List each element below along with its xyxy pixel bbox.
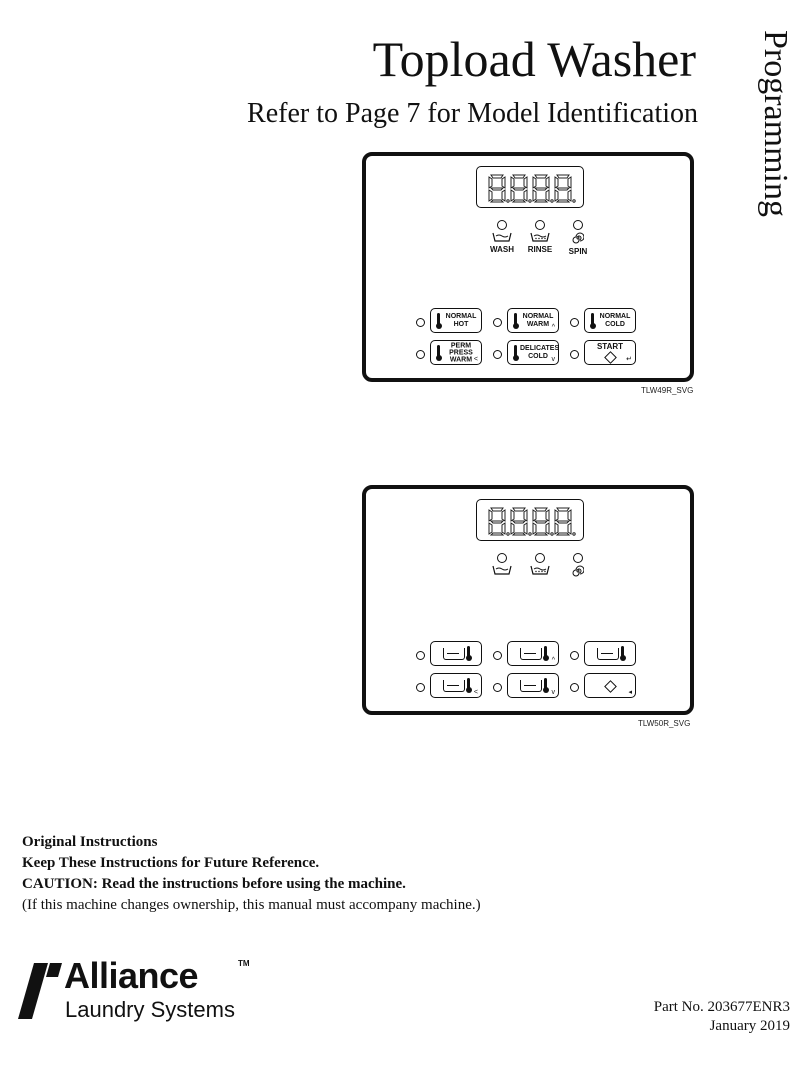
thermometer-icon <box>437 345 440 358</box>
wash-indicator <box>484 220 520 254</box>
document-subtitle: Refer to Page 7 for Model Identification <box>247 98 698 129</box>
tub-icon <box>443 680 465 692</box>
cycle-indicators <box>484 553 594 593</box>
tub-icon <box>520 648 542 660</box>
logo-name: Alliance <box>64 955 199 996</box>
delicates-symbol-led <box>493 683 502 692</box>
perm-press-led <box>416 350 425 359</box>
logo-trademark: TM <box>238 959 250 968</box>
rinse-tub-icon <box>530 232 550 242</box>
spin-indicator <box>560 220 596 256</box>
thermometer-icon <box>591 313 594 326</box>
wash-led <box>497 220 507 230</box>
instructions-block <box>22 832 481 916</box>
publication-date: January 2019 <box>709 1018 790 1034</box>
thermometer-icon <box>544 646 547 658</box>
figure-caption-1: TLW49R_SVG <box>641 386 694 395</box>
wash-tub-icon <box>492 565 512 575</box>
start-symbol-led <box>570 683 579 692</box>
hot-wash-button[interactable] <box>430 641 482 666</box>
thermometer-icon <box>467 646 470 658</box>
delicates-cold-button[interactable]: DELICATES COLD v <box>507 340 559 365</box>
down-arrow-icon: v <box>551 689 555 696</box>
thermometer-icon <box>514 313 517 326</box>
start-led <box>570 350 579 359</box>
spin-spiral-icon <box>572 565 584 577</box>
spin-indicator <box>560 553 596 579</box>
start-diamond-icon <box>604 351 617 364</box>
keep-instructions-line: Keep These Instructions for Future Reference. <box>22 855 320 871</box>
part-number: Part No. 203677ENR3 <box>653 999 790 1015</box>
spin-label: SPIN <box>568 247 588 256</box>
normal-warm-button[interactable]: NORMAL WARM ^ <box>507 308 559 333</box>
tub-icon <box>597 648 619 660</box>
perm-press-symbol-button[interactable] <box>430 673 482 698</box>
tub-icon <box>443 648 465 660</box>
logo-subtitle: Laundry Systems <box>65 997 235 1022</box>
start-diamond-icon <box>604 680 617 693</box>
thermometer-icon <box>467 678 470 690</box>
up-arrow-icon: ^ <box>551 657 555 664</box>
up-arrow-icon: ^ <box>551 324 555 331</box>
cold-wash-button[interactable] <box>584 641 636 666</box>
tub-icon <box>520 680 542 692</box>
seven-segment-display <box>476 166 584 208</box>
normal-hot-led <box>416 318 425 327</box>
rinse-tub-icon <box>530 565 550 575</box>
thermometer-icon <box>514 345 517 358</box>
cycle-indicators <box>484 220 594 260</box>
wash-tub-icon <box>492 232 512 242</box>
delicates-symbol-button[interactable] <box>507 673 559 698</box>
normal-hot-button[interactable]: NORMAL HOT <box>430 308 482 333</box>
start-button[interactable]: START ↵ <box>584 340 636 365</box>
control-panel-symbol <box>362 485 694 715</box>
left-arrow-icon: < <box>473 356 478 363</box>
spin-led <box>573 220 583 230</box>
seven-segment-display <box>476 499 584 541</box>
figure-caption-2: TLW50R_SVG <box>638 719 691 728</box>
warm-wash-button[interactable] <box>507 641 559 666</box>
enter-arrow-icon: ◂ <box>628 689 632 696</box>
spin-led <box>573 553 583 563</box>
wash-led <box>497 553 507 563</box>
display-digits-icon <box>477 500 582 539</box>
perm-press-symbol-led <box>416 683 425 692</box>
part-info <box>654 998 790 1036</box>
control-panel-labeled <box>362 152 694 382</box>
ownership-note: (If this machine changes ownership, this manual must accompany machine.) <box>22 897 481 913</box>
alliance-logo <box>18 955 258 1025</box>
delicates-led <box>493 350 502 359</box>
perm-press-warm-button[interactable]: PERM PRESS WARM < <box>430 340 482 365</box>
section-tab-label: Programming <box>757 30 794 217</box>
spin-spiral-icon <box>572 232 584 244</box>
section-tab <box>752 30 792 250</box>
normal-cold-button[interactable]: NORMAL COLD <box>584 308 636 333</box>
wash-indicator <box>484 553 520 577</box>
rinse-indicator <box>522 220 558 254</box>
rinse-led <box>535 553 545 563</box>
normal-cold-led <box>570 318 579 327</box>
start-symbol-button[interactable] <box>584 673 636 698</box>
warm-wash-led <box>493 651 502 660</box>
thermometer-icon <box>437 313 440 326</box>
alliance-slash-icon <box>18 963 62 1019</box>
caution-line: CAUTION: Read the instructions before using the machine. <box>22 876 406 892</box>
display-digits-icon <box>477 167 582 206</box>
wash-label: WASH <box>490 245 514 254</box>
rinse-label: RINSE <box>527 245 553 254</box>
normal-warm-led <box>493 318 502 327</box>
rinse-led <box>535 220 545 230</box>
down-arrow-icon: v <box>551 356 555 363</box>
cold-wash-led <box>570 651 579 660</box>
rinse-indicator <box>522 553 558 577</box>
thermometer-icon <box>621 646 624 658</box>
enter-arrow-icon: ↵ <box>626 356 632 363</box>
document-title: Topload Washer <box>372 31 696 87</box>
thermometer-icon <box>544 678 547 690</box>
original-instructions-line: Original Instructions <box>22 834 158 850</box>
left-arrow-icon: < <box>473 689 478 696</box>
hot-wash-led <box>416 651 425 660</box>
